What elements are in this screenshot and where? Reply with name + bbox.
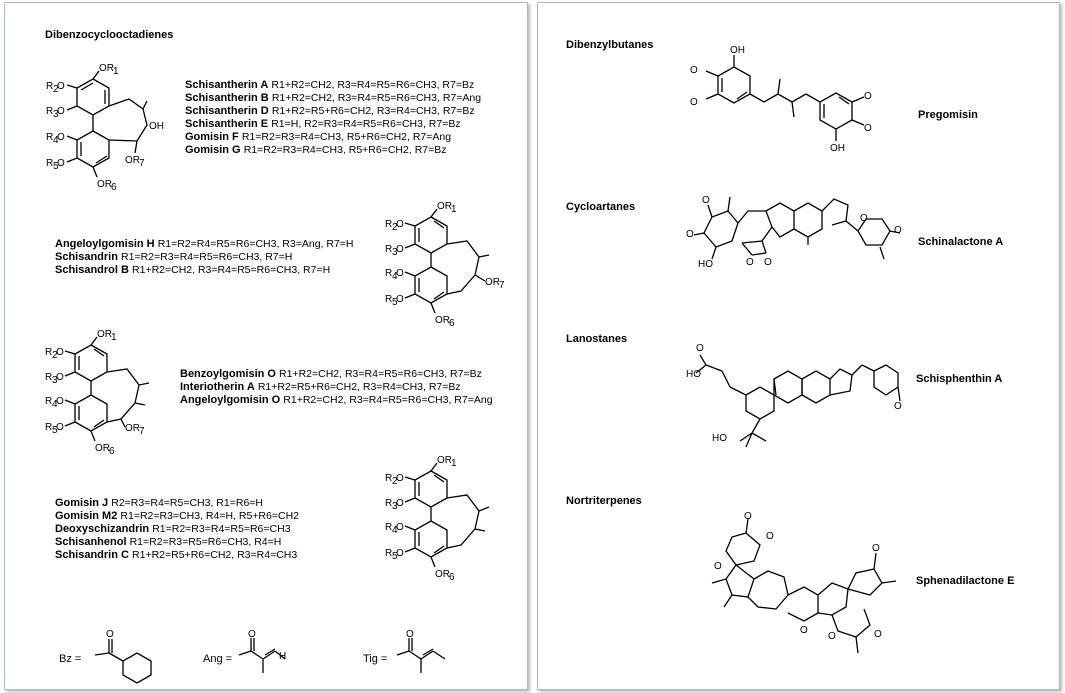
compound-row: Schisandrol B R1+R2=CH2, R3=R4=R5=R6=CH3, R7=H [55, 264, 331, 276]
left-panel [4, 2, 528, 690]
svg-text:R: R [385, 268, 393, 279]
compound-row: Gomisin G R1=R2=R3=R4=CH3, R5+R6=CH2, R7=Bz [185, 144, 447, 156]
svg-text:R: R [385, 522, 393, 533]
svg-text:O: O [396, 244, 404, 255]
svg-text:R: R [385, 219, 393, 230]
compound-row: Benzoylgomisin O R1+R2=CH2, R3=R4=R5=R6=CH3, R7=Bz [180, 368, 482, 380]
structure-schisandrin-core [385, 201, 521, 336]
svg-text:7: 7 [499, 280, 505, 291]
svg-text:OH: OH [149, 121, 164, 132]
svg-text:O: O [406, 629, 414, 640]
svg-text:O: O [828, 631, 836, 642]
svg-text:6: 6 [449, 318, 455, 329]
svg-text:O: O [56, 396, 64, 407]
svg-text:OH: OH [730, 45, 745, 56]
svg-text:OR: OR [95, 443, 110, 454]
svg-text:O: O [746, 257, 754, 268]
svg-text:H: H [279, 651, 287, 662]
svg-text:1: 1 [111, 332, 117, 343]
svg-text:O: O [56, 347, 64, 358]
svg-text:O: O [396, 268, 404, 279]
lanostanes-heading: Lanostanes [566, 333, 628, 345]
svg-text:4: 4 [392, 525, 398, 536]
compound-row: Angeloylgomisin H R1=R2=R4=R5=R6=CH3, R3=Ang, R7=H [55, 238, 354, 250]
svg-text:OR: OR [485, 277, 500, 288]
ang-label: Ang = [203, 653, 233, 665]
svg-text:2: 2 [53, 84, 59, 95]
svg-text:R: R [46, 81, 54, 92]
svg-text:OR: OR [435, 315, 450, 326]
svg-text:O: O [396, 548, 404, 559]
right-panel [537, 2, 1060, 690]
svg-text:3: 3 [392, 247, 398, 258]
svg-text:O: O [864, 91, 872, 102]
svg-text:HO: HO [698, 259, 713, 270]
compound-row: Schisandrin R1=R2=R3=R4=R5=R6=CH3, R7=H [55, 251, 293, 263]
dibenzocyclooctadienes-heading: Dibenzocyclooctadienes [45, 29, 174, 41]
structure-gomisin-o-core [45, 329, 181, 464]
pregomisin-name: Pregomisin [918, 109, 978, 121]
svg-text:7: 7 [139, 158, 145, 169]
svg-text:1: 1 [451, 458, 457, 469]
svg-text:2: 2 [392, 222, 398, 233]
svg-text:O: O [690, 97, 698, 108]
svg-text:O: O [396, 294, 404, 305]
svg-text:O: O [766, 531, 774, 542]
svg-text:R: R [46, 132, 54, 143]
svg-text:4: 4 [53, 135, 59, 146]
dibenzylbutanes-heading: Dibenzylbutanes [566, 39, 654, 51]
svg-text:O: O [864, 123, 872, 134]
svg-text:O: O [396, 219, 404, 230]
compound-row: Schisandrin C R1+R2=R5+R6=CH2, R3=R4=CH3 [55, 549, 298, 561]
compound-row: Interiotherin A R1+R2=R5+R6=CH2, R3=R4=CH3, R7=Bz [180, 381, 461, 393]
structure-deoxyschizandrin-core [385, 455, 521, 590]
svg-text:O: O [764, 257, 772, 268]
svg-text:OR: OR [125, 423, 140, 434]
svg-text:OR: OR [125, 155, 140, 166]
svg-text:3: 3 [53, 109, 59, 120]
compound-row: Schisantherin E R1=H, R2=R3=R4=R5=R6=CH3, R7=Bz [185, 118, 461, 130]
group3-list [180, 368, 493, 407]
cycloartanes-heading: Cycloartanes [566, 201, 636, 213]
svg-text:6: 6 [111, 182, 117, 193]
tig-label: Tig = [363, 653, 388, 665]
svg-text:R: R [45, 372, 53, 383]
svg-text:O: O [396, 522, 404, 533]
svg-text:7: 7 [139, 426, 145, 437]
svg-text:O: O [872, 543, 880, 554]
svg-text:4: 4 [392, 271, 398, 282]
compound-row: Angeloylgomisin O R1+R2=CH2, R3=R4=R5=R6=CH3, R7=Ang [180, 394, 493, 406]
compound-row: Gomisin F R1=R2=R3=R4=CH3, R5+R6=CH2, R7=Ang [185, 131, 452, 143]
schinalactone-a-structure [686, 175, 906, 295]
nortriterpenes-heading: Nortriterpenes [566, 495, 642, 507]
svg-text:O: O [56, 422, 64, 433]
group4-list [55, 497, 299, 562]
schinalactone-a-name: Schinalactone A [918, 236, 1004, 248]
compound-row: Gomisin J R2=R3=R4=R5=CH3, R1=R6=H [55, 497, 263, 509]
compound-row: Gomisin M2 R1=R2=R3=CH3, R4=H, R5+R6=CH2 [55, 510, 299, 522]
schisphenthin-a-name: Schisphenthin A [916, 373, 1003, 385]
group1-list [185, 79, 481, 157]
svg-text:HO: HO [686, 369, 701, 380]
svg-text:OR: OR [99, 63, 114, 74]
svg-text:OR: OR [437, 201, 452, 212]
svg-text:O: O [57, 158, 65, 169]
svg-text:OR: OR [97, 179, 112, 190]
svg-text:5: 5 [53, 161, 59, 172]
svg-text:O: O [396, 498, 404, 509]
sphenadilactone-e-structure [706, 513, 916, 673]
svg-text:O: O [800, 625, 808, 636]
svg-text:4: 4 [52, 399, 58, 410]
svg-text:HO: HO [712, 433, 727, 444]
svg-text:O: O [894, 401, 902, 412]
svg-text:O: O [396, 473, 404, 484]
compound-row: Schisantherin D R1+R2=R5+R6=CH2, R3=R4=CH3, R7=Bz [185, 105, 475, 117]
svg-text:OR: OR [97, 329, 112, 340]
svg-text:O: O [57, 132, 65, 143]
svg-text:R: R [385, 548, 393, 559]
svg-text:2: 2 [52, 350, 58, 361]
svg-text:O: O [56, 372, 64, 383]
svg-text:OH: OH [830, 143, 845, 154]
svg-text:O: O [860, 213, 868, 224]
benzoyl-structure [89, 629, 159, 679]
svg-text:O: O [686, 229, 694, 240]
compound-row: Schisanhenol R1=R2=R3=R5=R6=CH3, R4=H [55, 536, 282, 548]
svg-text:OR: OR [435, 569, 450, 580]
angeloyl-structure [235, 629, 295, 679]
svg-text:R: R [45, 396, 53, 407]
svg-text:R: R [45, 422, 53, 433]
svg-text:3: 3 [392, 501, 398, 512]
svg-text:R: R [385, 294, 393, 305]
compound-row: Schisantherin B R1+R2=CH2, R3=R4=R5=R6=CH3, R7=Ang [185, 92, 482, 104]
svg-text:6: 6 [109, 446, 115, 457]
svg-text:R: R [385, 244, 393, 255]
svg-text:1: 1 [113, 66, 119, 77]
svg-text:5: 5 [52, 425, 58, 436]
svg-text:O: O [702, 195, 710, 206]
pregomisin-structure [688, 43, 888, 161]
svg-text:O: O [874, 629, 882, 640]
svg-text:5: 5 [392, 551, 398, 562]
svg-text:R: R [46, 106, 54, 117]
bz-label: Bz = [59, 653, 82, 665]
sphenadilactone-e-name: Sphenadilactone E [916, 575, 1015, 587]
svg-text:O: O [696, 343, 704, 354]
svg-text:O: O [690, 65, 698, 76]
svg-text:5: 5 [392, 297, 398, 308]
svg-text:O: O [57, 106, 65, 117]
schisphenthin-a-structure [686, 343, 901, 453]
svg-text:R: R [385, 473, 393, 484]
svg-text:O: O [714, 561, 722, 572]
compound-row: Deoxyschizandrin R1=R2=R3=R4=R5=R6=CH3 [55, 523, 291, 535]
svg-text:O: O [106, 629, 114, 640]
svg-text:R: R [385, 498, 393, 509]
svg-text:OR: OR [437, 455, 452, 466]
svg-text:O: O [894, 225, 902, 236]
svg-text:O: O [57, 81, 65, 92]
svg-text:6: 6 [449, 572, 455, 583]
svg-text:2: 2 [392, 476, 398, 487]
group2-list [55, 238, 354, 277]
svg-text:1: 1 [451, 204, 457, 215]
svg-text:O: O [248, 629, 256, 640]
svg-text:O: O [744, 511, 752, 522]
svg-text:R: R [45, 347, 53, 358]
tigloyl-structure [393, 629, 463, 679]
structure-schisantherin-core [43, 61, 193, 201]
svg-text:3: 3 [52, 375, 58, 386]
svg-text:R: R [46, 158, 54, 169]
compound-row: Schisantherin A R1+R2=CH2, R3=R4=R5=R6=CH3, R7=Bz [185, 79, 475, 91]
